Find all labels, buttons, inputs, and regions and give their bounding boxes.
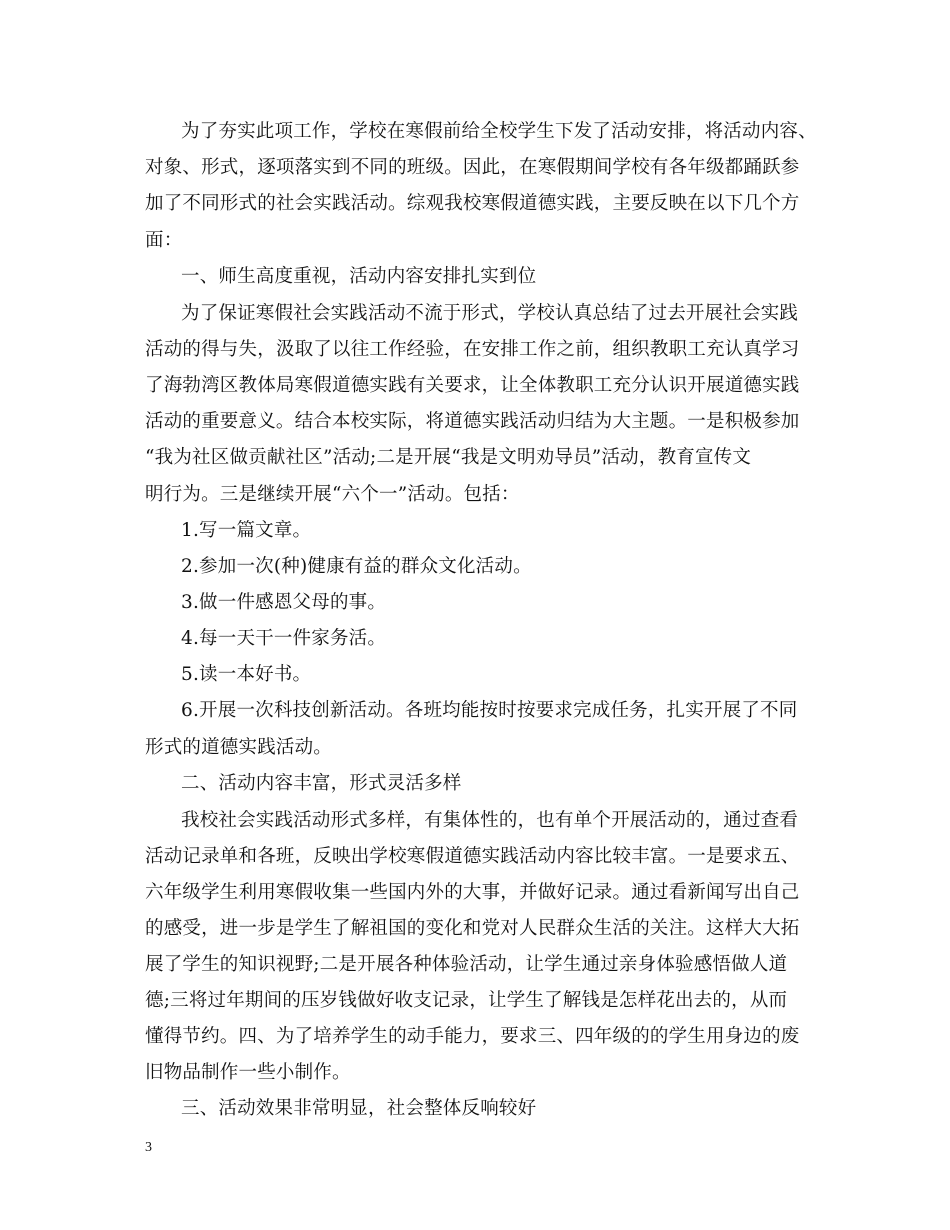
paragraph-line: 旧物品制作一些小制作。 — [145, 1062, 351, 1083]
paragraph-line: 六年级学生利用寒假收集一些国内外的大事，并做好记录。通过看新闻写出自己 — [145, 882, 800, 903]
section-heading: 一、师生高度重视，活动内容安排扎实到位 — [181, 266, 537, 287]
section-heading: 二、活动内容丰富，形式灵活多样 — [181, 773, 462, 794]
paragraph-line: 面： — [145, 230, 183, 251]
list-item: 4.每一天干一件家务活。 — [181, 628, 387, 649]
paragraph-line: 加了不同形式的社会实践活动。综观我校寒假道德实践，主要反映在以下几个方 — [145, 193, 800, 214]
page-number: 3 — [145, 1140, 152, 1155]
paragraph-line: 了海勃湾区教体局寒假道德实践有关要求，让全体教职工充分认识开展道德实践 — [145, 375, 800, 396]
list-item: 1.写一篇文章。 — [181, 520, 312, 541]
paragraph-line: 我校社会实践活动形式多样，有集体性的，也有单个开展活动的，通过查看 — [181, 810, 799, 831]
paragraph-line: 明行为。三是继续开展“六个一”活动。包括： — [145, 484, 520, 505]
paragraph-line: 形式的道德实践活动。 — [145, 737, 333, 758]
section-heading: 三、活动效果非常明显，社会整体反响较好 — [181, 1098, 537, 1119]
list-item: 2.参加一次(种)健康有益的群众文化活动。 — [181, 556, 532, 577]
paragraph-line: 的感受，进一步是学生了解祖国的变化和党对人民群众生活的关注。这样大大拓 — [145, 918, 800, 939]
paragraph-line: 活动记录单和各班，反映出学校寒假道德实践活动内容比较丰富。一是要求五、 — [145, 846, 800, 867]
paragraph-line: 活动的得与失，汲取了以往工作经验，在安排工作之前，组织教职工充认真学习 — [145, 339, 800, 360]
paragraph-line: 对象、形式，逐项落实到不同的班级。因此，在寒假期间学校有各年级都踊跃参 — [145, 157, 800, 178]
list-item: 3.做一件感恩父母的事。 — [181, 592, 387, 613]
paragraph-line: 为了保证寒假社会实践活动不流于形式，学校认真总结了过去开展社会实践 — [181, 303, 799, 324]
paragraph-line: 活动的重要意义。结合本校实际，将道德实践活动归结为大主题。一是积极参加 — [145, 411, 800, 432]
list-item: 5.读一本好书。 — [181, 664, 312, 685]
paragraph-line: 懂得节约。四、为了培养学生的动手能力，要求三、四年级的的学生用身边的废 — [145, 1026, 800, 1047]
paragraph-line: 为了夯实此项工作，学校在寒假前给全校学生下发了活动安排，将活动内容、 — [181, 121, 817, 142]
paragraph-line: 德;三将过年期间的压岁钱做好收支记录，让学生了解钱是怎样花出去的，从而 — [145, 990, 788, 1011]
paragraph-line: 展了学生的知识视野;二是开展各种体验活动，让学生通过亲身体验感悟做人道 — [145, 954, 788, 975]
paragraph-line: “我为社区做贡献社区”活动;二是开展“我是文明劝导员”活动，教育宣传文 — [145, 447, 752, 468]
list-item: 6.开展一次科技创新活动。各班均能按时按要求完成任务，扎实开展了不同 — [181, 700, 798, 721]
